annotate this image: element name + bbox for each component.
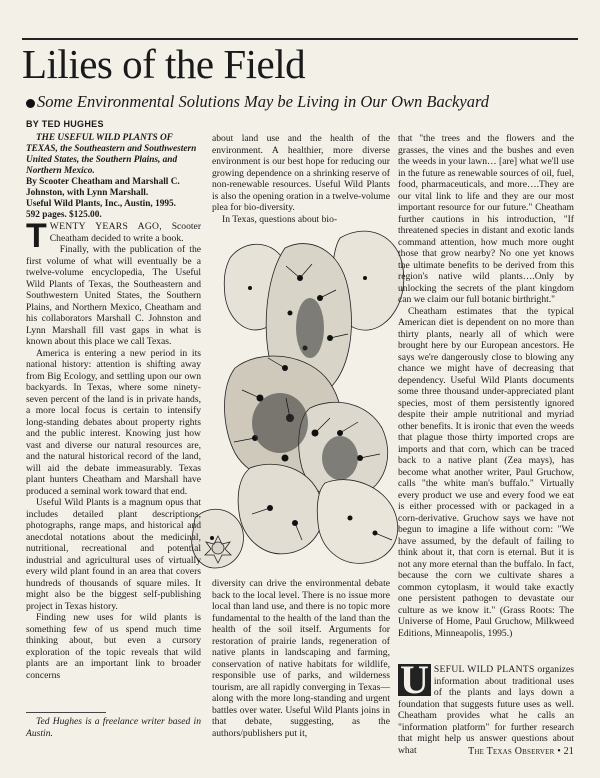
para-intro: TWENTY YEARS AGO, Scooter Cheatham decided to write a book. (26, 217, 202, 255)
footnote-rule (26, 712, 106, 713)
column-3-bottom: U SEFUL WILD PLANTS organizes information about traditional uses of the plants and lays down a foundation that suggests future uses as well. Cheatham provides what he calls an "information platform" for further research that might help us answer questions about what (398, 657, 574, 756)
column-2-bottom (212, 578, 390, 739)
author-note: Ted Hughes is a freelance writer based in Austin. (26, 716, 201, 739)
dropcap: U (400, 657, 429, 702)
paragraph: diversity can drive the environmental debate back to the local level. There is no issue more local than land use, and there is no topic more fundamental to the health of the land than the health of the soil itself. Arguments for restoration of prairie lands, regeneration of native plants in landscaping and farming, conservation of native habitats for wildlife, responsible use of parks, and wilderness tourism, are all rapidly converging in Texas—along with the more long-standing and urgent battles over water. Useful Wild Plants joins in that debate, suggesting, as the authors/publishers put it, (212, 578, 390, 739)
cactus-illustration (190, 218, 420, 578)
paragraph: Cheatham estimates that the typical American diet is dependent on no more than thirty plants, nearly all of which were brought here by our European ancestors. He says we're dangerously close to blowing any chance we might have of decreasing that dependency. Useful Wild Plants documents some three thousand under-appreciated plant species, most of them persistently ignored despite their ample nutritional and myriad other benefits. It is ironic that even the weeds that plague those thirty imported crops are imports and that corn, which can be traced back to a native plant (Zea mays), has become what another writer, Paul Gruchow, calls "the white man's buffalo." Virtually every product we use and every food we eat is either processed with or packaged in a corn-derivative. Gruchow says we have not begun to imagine a life without corn: "We have assumed, by the default of failing to think about it, that corn is eternal. But it is not any more eternal than the buffalo. In fact, because the corn we cultivate shares a common cytoplasm, it would take exactly one persistent pathogen to devastate our culture as we know it." (Grass Roots: The Universe of Home, Paul Gruchow, Milkweed Editions, Minneapolis, 1995.) (398, 305, 574, 639)
column-2 (212, 133, 390, 225)
column-3 (398, 133, 574, 639)
paragraph: Finding new uses for wild plants is something few of us spend much time thinking about, but even a cursory exploration of the topic reveals that wild plants are an important link to broader concerns (26, 612, 201, 681)
paragraph: Useful Wild Plants is a magnum opus that includes detailed plant descriptions, photographs, range maps, and historical and anecdotal notations about the medicinal, nutritional, recreational and potential industrial and agricultural uses of virtually every wild plant found in an area that covers hundreds of thousands of square miles. It might also be the biggest self-publishing project in Texas history. (26, 497, 201, 612)
paragraph: In Texas, questions about bio- (222, 213, 338, 225)
article-title: Lilies of the Field (22, 41, 306, 87)
column-1 (26, 133, 201, 681)
paragraph: America is entering a new period in its national history: attention is shifting away from Big Ecology, and settling upon our own backyards. In Texas, where some ninety-seven percent of the land is in private hands, a more local focus is certain to intensify long-standing debates about property rights and the public interest. Knowing just how vast and diverse our natural resources are, and the natural historical record of the land, will aid the debate immeasurably. Texas plant hunters Cheatham and Marshall have produced a seminal work toward that end. (26, 347, 201, 497)
byline: BY TED HUGHES (26, 119, 104, 129)
paragraph: about land use and the health of the environment. A healthier, more diverse environment is our best hope for reducing our growing dependence on a shrinking reserve of non-renewable resources. Useful Wild Plants is also the opening oration in a twelve-volume plea for bio-diversity. (212, 133, 390, 213)
dropcap: T (26, 217, 47, 255)
article-subtitle: Some Environmental Solutions May be Living in Our Own Backyard (26, 92, 489, 112)
paragraph: that "the trees and the flowers and the grasses, the vines and the bushes and even the weeds in your lawn… [are] what we'll use in the future as renewable sources of oil, fuel, food, pharmaceuticals, and more….They are our vital link to life and they are our most important resource for our future." Cheatham further cautions in his introduction, "If threatened species in distant and exotic lands command attention, how much more ought those that grow nearby? No one yet knows the ultimate benefits to be derived from this region's native wild plants….Only by unlocking the secrets of the plant kingdom can we claim our full botanic birthright." (398, 133, 574, 305)
top-rule (22, 38, 578, 40)
paragraph: Finally, with the publication of the first volume of what will eventually be a twelve-volume encyclopedia, The Useful Wild Plants of Texas, the Southeastern and Southwestern United States, the Southern Plains, and Northern Mexico, Cheatham and his collaborators Marshall C. Johnston and Lynn Marshall fill vast gaps in what is known about this place we call Texas. (26, 244, 201, 347)
bullet-icon (26, 99, 35, 108)
book-info: THE USEFUL WILD PLANTS OF TEXAS, the Southeastern and Southwestern United States, the Southern Plains, and Northern Mexico. By Scooter Cheatham and Marshall C. Johnston, with Lynn Marshall. Useful Wild Plants, Inc., Austin, 1995. 592 pages. $125.00. (26, 133, 197, 220)
page-footer: The Texas Observer • 21 (468, 746, 574, 757)
